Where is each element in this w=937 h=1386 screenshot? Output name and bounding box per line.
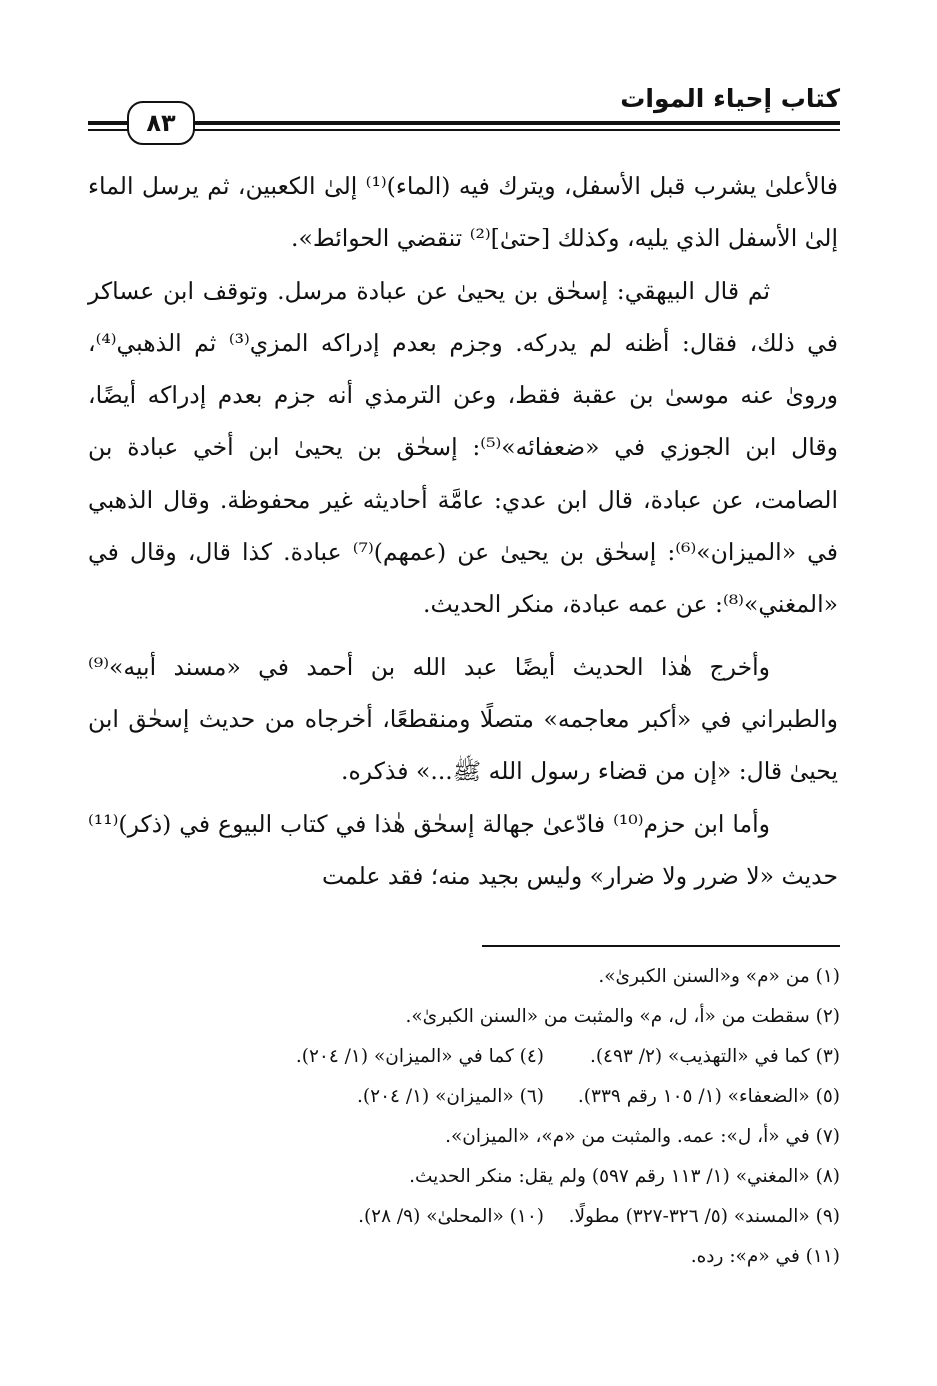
footnote: (٧) في «أ، ل»: عمه. والمثبت من «م»، «الميزان».: [445, 1126, 840, 1147]
footnote: (٨) «المغني» (١/ ١١٣ رقم ٥٩٧) ولم يقل: منكر الحديث.: [409, 1166, 840, 1187]
header-rule-thin: [88, 129, 840, 131]
paragraph: وأخرج هٰذا الحديث أيضًا عبد الله بن أحمد في «مسند أبيه»⁽⁹⁾ والطبراني في «أكبر معاجمه» متصلًا ومنقطعًا، أخرجاه من حديث إسحٰق ابن يحيىٰ قال: «إن من قضاء رسول الله ﷺ...» فذكره.: [88, 652, 838, 786]
footnotes: [88, 957, 840, 1277]
footnote: (٦) «الميزان» (١/ ٢٠٤).: [357, 1086, 544, 1107]
main-text: [88, 160, 838, 902]
header-rule-thick: [88, 121, 840, 125]
footnote-line: [88, 1077, 840, 1117]
footnote: (٣) كما في «التهذيب» (٢/ ٤٩٣).: [589, 1046, 840, 1067]
paragraph: وأما ابن حزم⁽¹⁰⁾ فادّعىٰ جهالة إسحٰق هٰذا في كتاب البيوع في (ذكر)⁽¹¹⁾ حديث «لا ضرر ولا ضرار» وليس بجيد منه؛ فقد علمت: [88, 809, 838, 890]
footnote: (١) من «م» و«السنن الكبرىٰ».: [598, 966, 840, 987]
footnote-line: [88, 957, 840, 997]
footnote-line: [88, 1117, 840, 1157]
footnote: (٤) كما في «الميزان» (١/ ٢٠٤).: [295, 1046, 544, 1067]
footnote: (١١) في «م»: رده.: [690, 1246, 840, 1267]
footnote-line: [88, 1157, 840, 1197]
footnote: (٥) «الضعفاء» (١/ ١٠٥ رقم ٣٣٩).: [577, 1086, 840, 1107]
paragraph: ثم قال البيهقي: إسحٰق بن يحيىٰ عن عبادة مرسل. وتوقف ابن عساكر في ذلك، فقال: أظنه لم يدركه. وجزم بعدم إدراكه المزي⁽³⁾ ثم الذهبي⁽⁴⁾، وروىٰ عنه موسىٰ بن عقبة فقط، وعن الترمذي أنه جزم بعدم إدراكه أيضًا، وقال ابن الجوزي في «ضعفائه»⁽⁵⁾: إسحٰق بن يحيىٰ ابن أخي عبادة بن الصامت، عن عبادة، قال ابن عدي: عامَّة أحاديثه غير محفوظة. وقال الذهبي في «الميزان»⁽⁶⁾: إسحٰق بن يحيىٰ عن (عمهم)⁽⁷⁾ عبادة. كذا قال، وقال في «المغني»⁽⁸⁾: عن عمه عبادة، منكر الحديث.: [88, 276, 838, 619]
footnote: (٢) سقطت من «أ، ل، م» والمثبت من «السنن الكبرىٰ».: [405, 1006, 840, 1027]
footnote: (١٠) «المحلىٰ» (٩/ ٢٨).: [358, 1206, 544, 1227]
footnote-line: [88, 1237, 840, 1277]
footnote-line: [88, 1197, 840, 1237]
paragraph: فالأعلىٰ يشرب قبل الأسفل، ويترك فيه (الماء)⁽¹⁾ إلىٰ الكعبين، ثم يرسل الماء إلىٰ الأسفل الذي يليه، وكذلك [حتىٰ]⁽²⁾ تنقضي الحوائط».: [88, 172, 838, 253]
running-header-title: كتاب إحياء الموات: [620, 84, 840, 113]
footnote: (٩) «المسند» (٥/ ٣٢٦-٣٢٧) مطولًا.: [568, 1206, 840, 1227]
page-number-badge: ٨٣: [127, 101, 195, 145]
footnote-separator: [482, 945, 840, 947]
footnote-line: [88, 1037, 840, 1077]
footnote-line: [88, 997, 840, 1037]
